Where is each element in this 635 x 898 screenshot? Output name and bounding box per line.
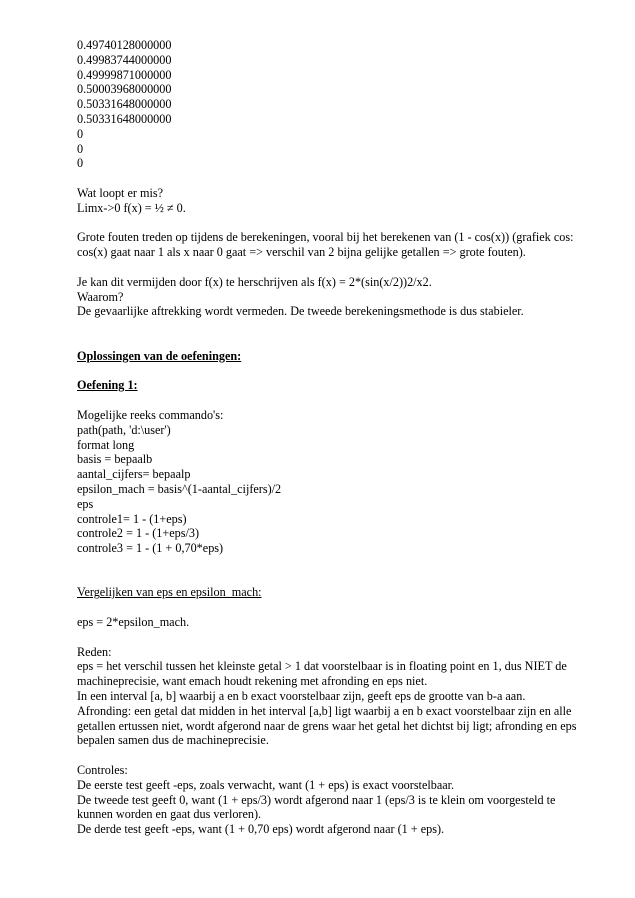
document-page: [77, 38, 577, 837]
rewrite-answer: De gevaarlijke aftrekking wordt vermeden. De tweede berekeningsmethode is dus stabieler.: [77, 304, 524, 319]
command-line: controle3 = 1 - (1 + 0,70*eps): [77, 541, 224, 556]
solutions-heading: Oplossingen van de oefeningen:: [77, 348, 242, 363]
command-line: controle1= 1 - (1+eps): [77, 511, 187, 526]
rewrite-question: Waarom?: [77, 289, 124, 304]
rounding-paragraph: Afronding: een getal dat midden in het interval [a,b] ligt waarbij a en b exact voorstelbaar zijn en alle getallen ertussen niet, wordt afgerond naar de grens waar het getal het dichtst bij ligt; afronding en eps bepalen samen dus de machineprecisie.: [77, 703, 577, 748]
command-line: epsilon_mach = basis^(1-aantal_cijfers)/2: [77, 481, 282, 496]
command-line: basis = bepaalb: [77, 452, 153, 467]
value-line: 0: [77, 141, 84, 156]
control-test-3: De derde test geeft -eps, want (1 + 0,70 eps) wordt afgerond naar (1 + eps).: [77, 822, 445, 837]
reason-paragraph: eps = het verschil tussen het kleinste getal > 1 dat voorstelbaar is in floating point en 1, dus NIET de machineprecisie, want emach houdt rekening met afronding en eps niet.: [77, 659, 567, 689]
value-line: 0.50003968000000: [77, 82, 172, 97]
command-line: format long: [77, 437, 135, 452]
value-line: 0.50331648000000: [77, 111, 172, 126]
comparison-formula: eps = 2*epsilon_mach.: [77, 615, 190, 630]
values-list: [77, 38, 577, 171]
reason-label: Reden:: [77, 644, 112, 659]
controls-label: Controles:: [77, 763, 128, 778]
interval-paragraph: In een interval [a, b] waarbij a en b exact voorstelbaar zijn, geeft eps de grootte van b-a aan.: [77, 689, 526, 704]
rewrite-line: Je kan dit vermijden door f(x) te herschrijven als f(x) = 2*(sin(x/2))2/x2.: [77, 274, 432, 289]
exercise-heading: Oefening 1:: [77, 378, 138, 393]
command-line: path(path, 'd:\user'): [77, 422, 171, 437]
commands-intro: Mogelijke reeks commando's:: [77, 407, 224, 422]
command-line: aantal_cijfers= bepaalp: [77, 467, 191, 482]
explanation-paragraph: Grote fouten treden op tijdens de berekeningen, vooral bij het berekenen van (1 - cos(x)) (grafiek cos: cos(x) gaat naar 1 als x naar 0 gaat => verschil van 2 bijna gelijke getallen => grote fouten).: [77, 230, 574, 260]
control-test-1: De eerste test geeft -eps, zoals verwacht, want (1 + eps) is exact voorstelbaar.: [77, 777, 455, 792]
value-line: 0.50331648000000: [77, 97, 172, 112]
value-line: 0.49983744000000: [77, 52, 172, 67]
comparison-heading: Vergelijken van eps en epsilon_mach:: [77, 585, 262, 600]
value-line: 0.49999871000000: [77, 67, 172, 82]
command-line: controle2 = 1 - (1+eps/3): [77, 526, 200, 541]
commands-list: [77, 423, 577, 556]
command-line: eps: [77, 496, 94, 511]
value-line: 0: [77, 156, 84, 171]
control-test-2: De tweede test geeft 0, want (1 + eps/3) wordt afgerond naar 1 (eps/3 is te klein om voorgesteld te kunnen worden en gaat dus verloren).: [77, 792, 556, 822]
limit-formula: Limx->0 f(x) = ½ ≠ 0.: [77, 200, 186, 215]
value-line: 0: [77, 126, 84, 141]
value-line: 0.49740128000000: [77, 38, 172, 52]
question-title: Wat loopt er mis?: [77, 185, 164, 200]
